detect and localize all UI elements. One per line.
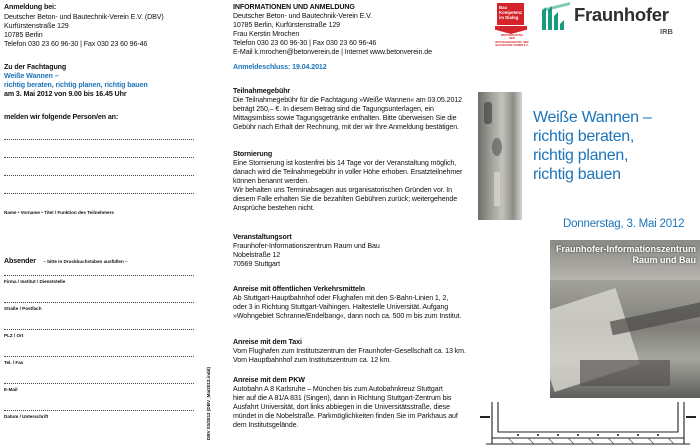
- section-line: Ausfahrt Universität, dort links abbiegen in die Universitätsstraße, diese: [233, 403, 450, 411]
- cover-title-line: richtig planen,: [533, 147, 629, 164]
- person-line[interactable]: [4, 157, 194, 158]
- fraunhofer-logo: [542, 0, 700, 44]
- badge-caption-line: WEITERBILDUNG: [501, 34, 523, 37]
- sender-field-line[interactable]: [4, 329, 194, 330]
- event-title-line: Weiße Wannen –: [4, 72, 59, 80]
- section-line: Nobelstraße 12: [233, 251, 281, 259]
- section-line: »Wohngebiet Schranne/Endelbang«, dann noch ca. 500 m bis zum Institut.: [233, 312, 462, 320]
- badge-line: Bau: [499, 5, 508, 10]
- info-line: Frau Kerstin Mrochen: [233, 30, 300, 38]
- section-line: Die Teilnahmegebühr für die Fachtagung »Weiße Wannen« am 03.05.2012: [233, 96, 462, 104]
- info-line: Telefon 030 23 60 96-30 | Fax 030 23 60 96-46: [233, 39, 377, 47]
- sender-note: – bitte in Druckbuchstaben ausfüllen –: [43, 259, 128, 264]
- venue-line: Fraunhofer-Informationszentrum: [555, 244, 696, 254]
- contact-line: 10785 Berlin: [4, 31, 43, 39]
- cover-title-line: Weiße Wannen –: [533, 109, 652, 126]
- section-line: Ab Stuttgart-Hauptbahnhof oder Flughafen mit den S-Bahn-Linien 1, 2,: [233, 294, 449, 302]
- section-line: 70569 Stuttgart: [233, 260, 281, 268]
- section-line: Fraunhofer-Informationszentrum Raum und Bau: [233, 242, 380, 250]
- section-line: Mittagsimbiss sowie Tagungsgetränke enthalten. Bitte überweisen Sie die: [233, 114, 457, 122]
- sender-field-label: Straße / Postfach: [4, 306, 42, 311]
- brand-name: Fraunhofer: [574, 4, 669, 25]
- contact-line: Telefon 030 23 60 96-30 | Fax 030 23 60 96-46: [4, 40, 148, 48]
- sender-field-label: Tel. / Fax: [4, 360, 24, 365]
- badge-caption-line: BAUTECHNIK-VEREIN E.V.: [495, 43, 529, 47]
- section-line: Vom Hauptbahnhof zum Institutszentrum ca. 12 km.: [233, 356, 392, 364]
- info-line: Deutscher Beton- und Bautechnik-Verein E.V.: [233, 12, 372, 20]
- brand-sub: IRB: [660, 27, 673, 36]
- badge-caption: [493, 34, 531, 47]
- section-line: dem Institutsgelände.: [233, 421, 299, 429]
- photo-highlight: [494, 172, 500, 206]
- sender-field-label: Firma / Institut / Dienststelle: [4, 279, 66, 284]
- section-heading: Veranstaltungsort: [233, 233, 292, 241]
- vertical-print-code: DBV 03/2012 (DBV_Mai2012.indd): [206, 366, 211, 440]
- badge-swoosh: [495, 26, 527, 34]
- info-title: INFORMATIONEN UND ANMELDUNG: [233, 3, 355, 11]
- section-line: diesem Falle erhalten Sie die bezahlten Gebühren zurück; weitergehende: [233, 195, 458, 203]
- badge-caption-line: DER: [509, 37, 515, 41]
- info-email-line: E-Mail k.mrochen@betonverein.de | Internet www.betonverein.de: [233, 48, 432, 56]
- person-line[interactable]: [4, 139, 194, 140]
- sender-field-label: E-Mail: [4, 387, 18, 392]
- sender-field-line[interactable]: [4, 302, 194, 303]
- cover-title-line: richtig bauen: [533, 166, 621, 183]
- section-line: Autobahn A 8 Karlsruhe – München bis zum Autobahnkreuz Stuttgart: [233, 385, 443, 393]
- construction-site-photo: [550, 240, 700, 398]
- registration-form-panel: [0, 0, 218, 448]
- photo-shadow: [492, 138, 502, 156]
- section-line: können benannt werden.: [233, 177, 309, 185]
- badge-line: im Dialog: [499, 15, 519, 20]
- concrete-wall-photo: [478, 92, 522, 220]
- contact-title: Anmeldung bei:: [4, 3, 57, 11]
- section-line: Vom Flughafen zum Institutszentrum der Fraunhofer-Gesellschaft ca. 13 km.: [233, 347, 466, 355]
- sender-heading: [4, 250, 128, 268]
- information-panel: [230, 0, 465, 448]
- event-title-line: richtig beraten, richtig planen, richtig bauen: [4, 81, 148, 89]
- sender-field-line[interactable]: [4, 356, 194, 357]
- section-heading: Stornierung: [233, 150, 273, 158]
- venue-line: Raum und Bau: [632, 255, 696, 265]
- sender-field-line[interactable]: [4, 383, 194, 384]
- event-intro: Zu der Fachtagung: [4, 63, 67, 71]
- section-line: beträgt 250,– €. In diesem Betrag sind die Tagungsunterlagen, ein: [233, 105, 434, 113]
- person-line[interactable]: [4, 175, 194, 176]
- info-line: 10785 Berlin, Kurfürstenstraße 129: [233, 21, 341, 29]
- fraunhofer-mark-icon: [542, 2, 570, 32]
- section-line: Eine Stornierung ist kostenfrei bis 14 Tage vor der Veranstaltung möglich,: [233, 159, 457, 167]
- section-line: Wir behalten uns Terminabsagen aus organisatorischen Gründen vor. In: [233, 186, 453, 194]
- section-line: oder 3 in Richtung Stuttgart-Vaihingen. Haltestelle Universität. Aufgang: [233, 303, 449, 311]
- section-line: mündet in die Nobelstraße. Parkmöglichkeiten finden Sie im Parkhaus auf: [233, 412, 458, 420]
- section-heading: Anreise mit öffentlichen Verkehrsmitteln: [233, 285, 366, 293]
- event-date-line: am 3. Mai 2012 von 9.00 bis 16.45 Uhr: [4, 90, 127, 98]
- contact-line: Kurfürstenstraße 129: [4, 22, 69, 30]
- registration-deadline: Anmeldeschluss: 19.04.2012: [233, 63, 327, 71]
- section-line: danach wird die Teilnahmegebühr in voller Höhe erhoben. Ersatzteilnehmer: [233, 168, 463, 176]
- sender-field-label: PLZ / Ort: [4, 333, 24, 338]
- cover-title: [533, 108, 652, 184]
- cover-panel: [478, 0, 700, 448]
- cover-title-line: richtig beraten,: [533, 128, 635, 145]
- bau-kompetenz-logo: [493, 3, 531, 51]
- section-line: Ansprüche bestehen nicht.: [233, 204, 315, 212]
- person-line[interactable]: [4, 193, 194, 194]
- photo-shadow: [484, 102, 492, 124]
- sender-field-line[interactable]: [4, 275, 194, 276]
- basement-cross-section-drawing: [478, 398, 700, 448]
- badge-caption-line: DEUTSCHEN BETON- UND: [495, 40, 529, 44]
- persons-caption: Name • Vorname • Titel / Funktion des Teilnehmers: [4, 210, 114, 215]
- venue-caption: [554, 244, 696, 266]
- register-heading: melden wir folgende Person/en an:: [4, 113, 119, 121]
- sender-field-label: Datum / Unterschrift: [4, 414, 49, 419]
- cover-date: Donnerstag, 3. Mai 2012: [563, 218, 685, 230]
- badge-red-box: [497, 3, 524, 25]
- section-heading: Anreise mit dem PKW: [233, 376, 305, 384]
- section-line: Gebühr nach Erhalt der Rechnung, mit der wir Ihre Anmeldung bestätigen.: [233, 123, 459, 131]
- sender-title: Absender: [4, 257, 36, 265]
- contact-line: Deutscher Beton- und Bautechnik-Verein E.V. (DBV): [4, 13, 164, 21]
- section-heading: Teilnahmegebühr: [233, 87, 291, 95]
- section-heading: Anreise mit dem Taxi: [233, 338, 302, 346]
- section-line: hier auf die A 81/A 831 (Singen), dann in Richtung Stuttgart-Zentrum bis: [233, 394, 452, 402]
- badge-line: Kompetenz: [499, 10, 523, 15]
- sender-field-line[interactable]: [4, 410, 194, 411]
- photo-shadow: [580, 360, 670, 386]
